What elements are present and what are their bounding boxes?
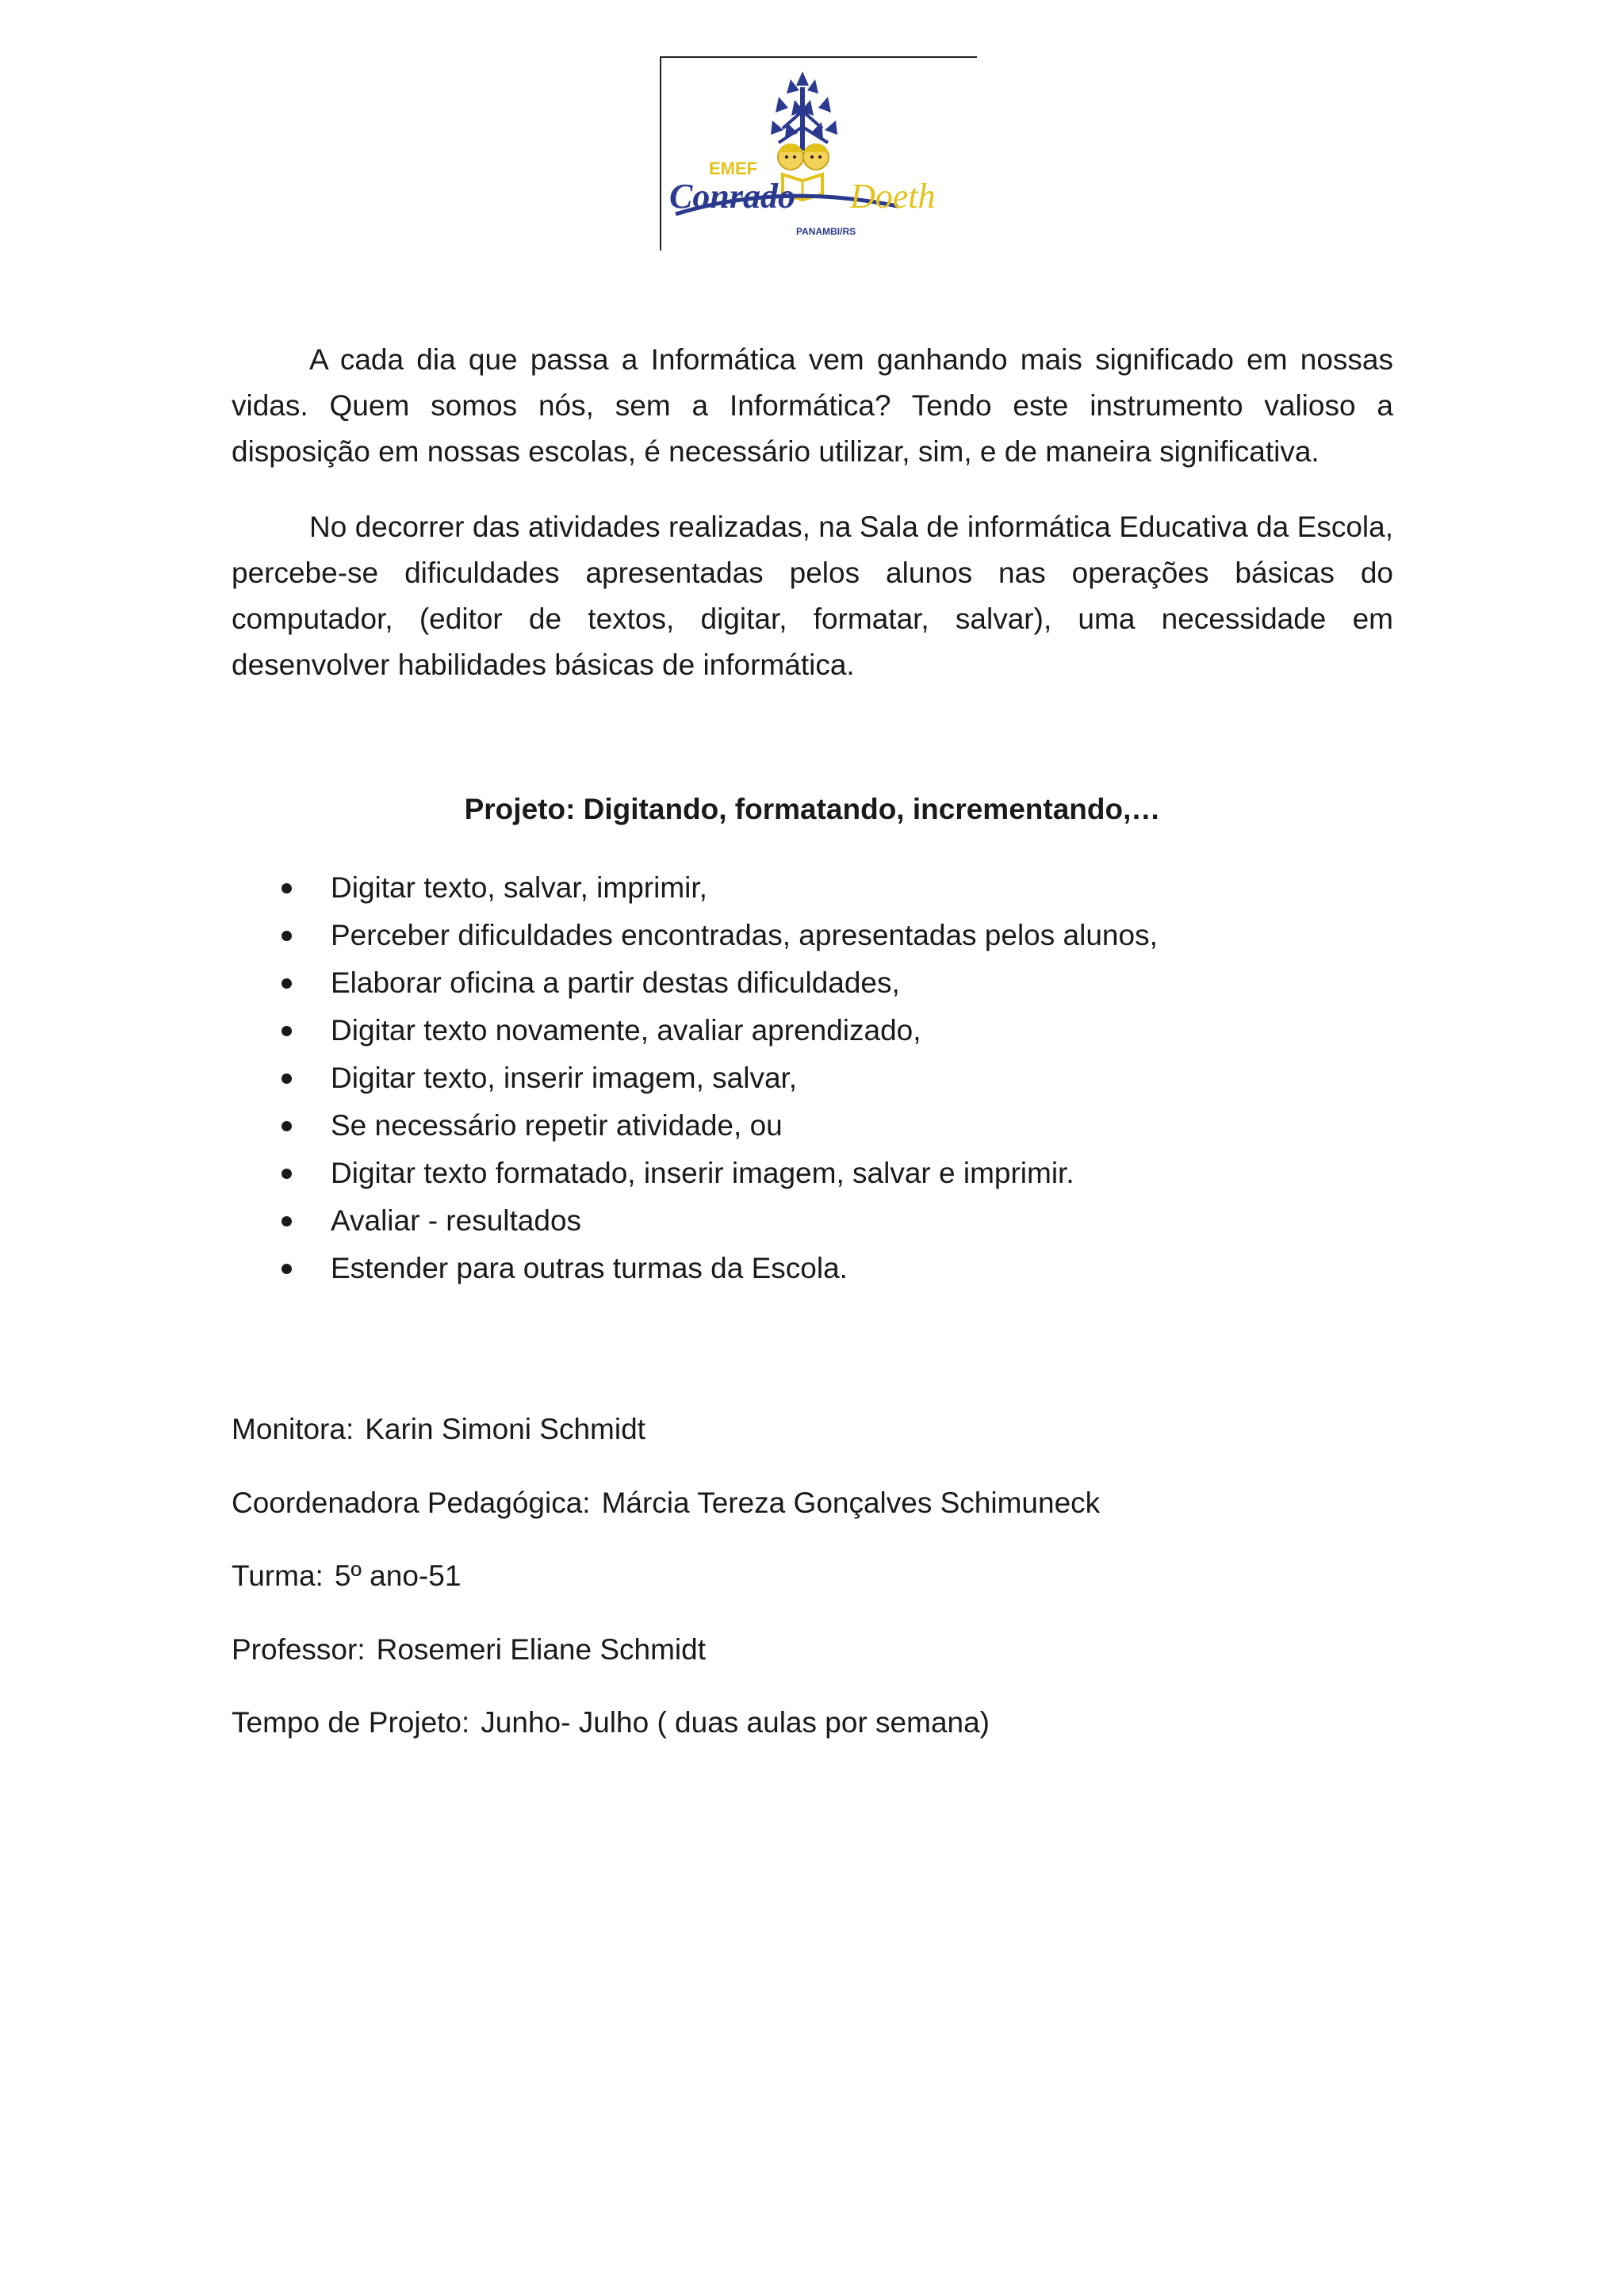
- bullet-icon: [282, 1216, 292, 1226]
- bullet-icon: [282, 1169, 292, 1179]
- bullet-icon: [282, 1121, 292, 1131]
- bullet-icon: [282, 1264, 292, 1274]
- list-item: Perceber dificuldades encontradas, apresentadas pelos alunos,: [282, 912, 1158, 959]
- bullet-icon: [282, 1026, 292, 1036]
- list-item: Digitar texto, salvar, imprimir,: [282, 864, 1158, 912]
- project-info: [232, 1411, 1100, 1778]
- bullet-icon: [282, 931, 292, 941]
- monitor-line: Monitora: Karin Simoni Schmidt: [232, 1413, 645, 1445]
- coordinator-line: Coordenadora Pedagógica: Márcia Tereza Gonçalves Schimuneck: [232, 1486, 1101, 1519]
- intro-paragraph: A cada dia que passa a Informática vem ganhando mais significado em nossas vidas. Quem somos nós, sem a Informática? Tendo este instrumento valioso a disposição em nossas escolas, é necessário utilizar, sim, e de maneira significativa.: [232, 343, 1393, 468]
- bullet-icon: [282, 978, 292, 989]
- class-line: Turma: 5º ano-51: [232, 1559, 462, 1592]
- list-item: Estender para outras turmas da Escola.: [282, 1245, 1158, 1292]
- list-item: Se necessário repetir atividade, ou: [282, 1102, 1158, 1150]
- svg-text:EMEF: EMEF: [709, 159, 758, 178]
- bullet-icon: [282, 883, 292, 894]
- svg-text:Doeth: Doeth: [850, 177, 936, 216]
- svg-text:PANAMBI/RS: PANAMBI/RS: [796, 226, 856, 237]
- duration-line: Tempo de Projeto: Junho- Julho ( duas aulas por semana): [232, 1706, 990, 1739]
- project-title: Projeto: Digitando, formatando, incrementando,…: [464, 793, 1161, 825]
- list-item: Avaliar - resultados: [282, 1197, 1158, 1245]
- list-item: Elaborar oficina a partir destas dificuldades,: [282, 959, 1158, 1007]
- teacher-line: Professor: Rosemeri Eliane Schmidt: [232, 1632, 707, 1666]
- list-item: Digitar texto, inserir imagem, salvar,: [282, 1054, 1158, 1102]
- svg-text:Conrado: Conrado: [669, 177, 795, 216]
- list-item: Digitar texto formatado, inserir imagem, salvar e imprimir.: [282, 1150, 1158, 1197]
- bullet-icon: [282, 1073, 292, 1084]
- project-steps-list: [282, 864, 1158, 1292]
- context-paragraph: No decorrer das atividades realizadas, na Sala de informática Educativa da Escola, percebe-se dificuldades apresentadas pelos alunos nas operações básicas do computador, (editor de textos, digitar, formatar, salvar), uma necessidade em desenvolver habilidades básicas de informática.: [232, 511, 1393, 681]
- school-logo-tree-children-icon: [660, 55, 977, 252]
- school-logo: [660, 55, 977, 252]
- list-item: Digitar texto novamente, avaliar aprendizado,: [282, 1007, 1158, 1054]
